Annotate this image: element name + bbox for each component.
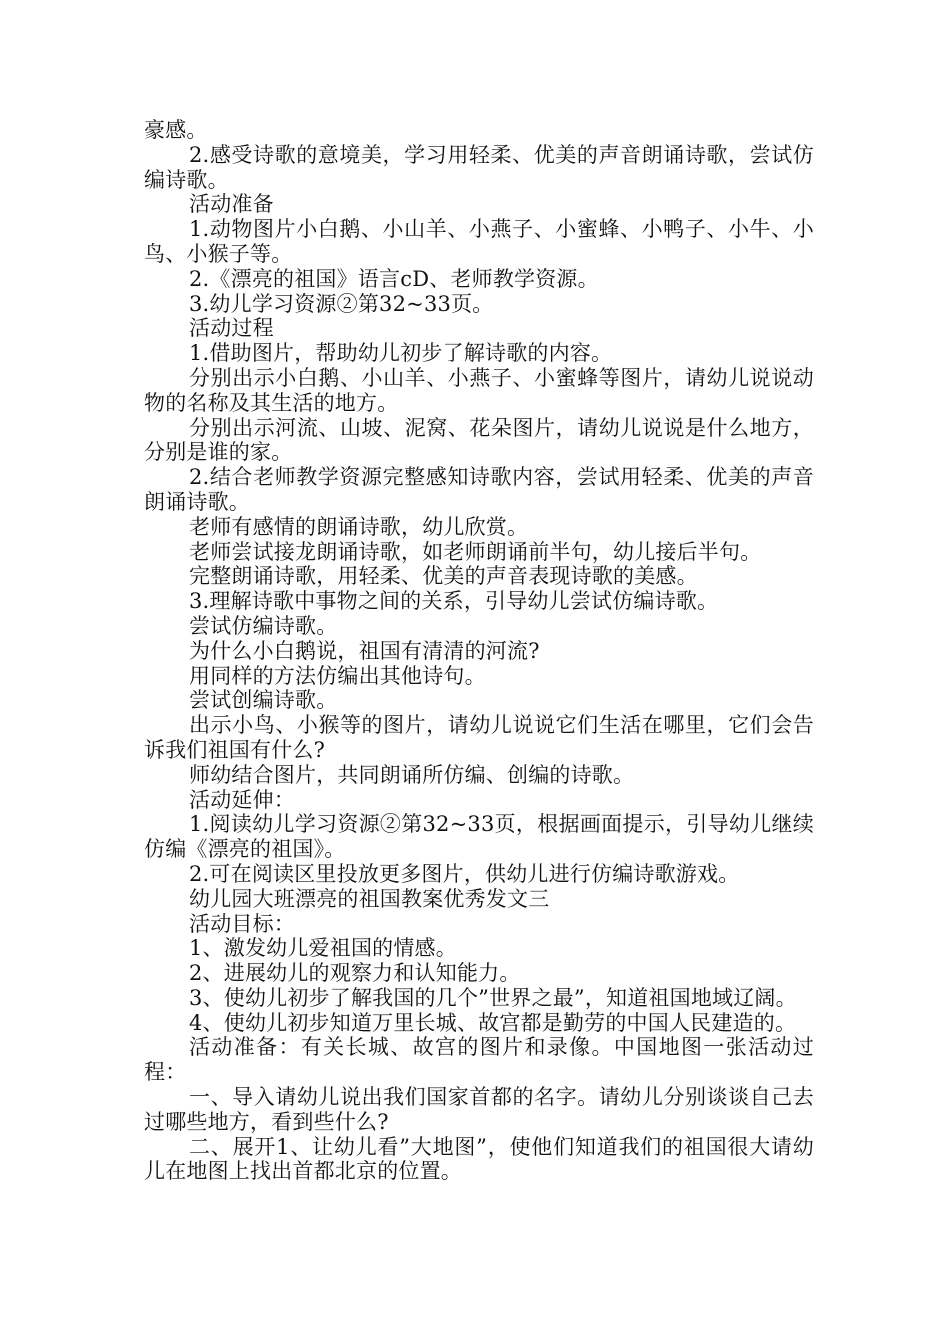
document-paragraph: 豪感。 [144, 118, 208, 142]
document-paragraph: 1.阅读幼儿学习资源②第32~33页，根据画面提示，引导幼儿继续仿编《漂亮的祖国》。 [144, 812, 814, 862]
document-paragraph: 1、激发幼儿爱祖国的情感。 [189, 936, 457, 961]
document-paragraph: 用同样的方法仿编出其他诗句。 [189, 663, 486, 688]
document-paragraph: 出示小鸟、小猴等的图片，请幼儿说说它们生活在哪里，它们会告诉我们祖国有什么? [144, 713, 814, 762]
document-paragraph: 3.理解诗歌中事物之间的关系，引导幼儿尝试仿编诗歌。 [189, 589, 719, 614]
document-paragraph: 2.结合老师教学资源完整感知诗歌内容，尝试用轻柔、优美的声音朗诵诗歌。 [144, 465, 814, 514]
document-body [144, 118, 814, 1184]
document-paragraph: 分别出示河流、山坡、泥窝、花朵图片，请幼儿说说是什么地方，分别是谁的家。 [144, 415, 814, 465]
document-paragraph: 活动准备：有关长城、故宫的图片和录像。中国地图一张活动过程： [144, 1035, 814, 1085]
document-paragraph: 二、展开1、让幼儿看”大地图”，使他们知道我们的祖国很大请幼儿在地图上找出首都北京的位置。 [144, 1134, 814, 1184]
document-paragraph: 2.感受诗歌的意境美，学习用轻柔、优美的声音朗诵诗歌，尝试仿编诗歌。 [144, 142, 814, 192]
document-paragraph: 活动目标： [189, 911, 295, 936]
document-paragraph: 为什么小白鹅说，祖国有清清的河流? [189, 638, 540, 663]
document-paragraph: 师幼结合图片，共同朗诵所仿编、创编的诗歌。 [189, 762, 635, 787]
document-paragraph: 活动准备 [189, 192, 274, 217]
document-paragraph: 2.《漂亮的祖国》语言cD、老师教学资源。 [189, 266, 599, 291]
document-paragraph: 2.可在阅读区里投放更多图片，供幼儿进行仿编诗歌游戏。 [189, 861, 740, 886]
document-paragraph: 老师有感情的朗诵诗歌，幼儿欣赏。 [189, 514, 529, 539]
document-paragraph: 老师尝试接龙朗诵诗歌，如老师朗诵前半句，幼儿接后半句。 [189, 539, 762, 564]
document-paragraph: 幼儿园大班漂亮的祖国教案优秀发文三 [189, 886, 550, 911]
document-paragraph: 1.借助图片，帮助幼儿初步了解诗歌的内容。 [189, 341, 613, 366]
document-paragraph: 尝试仿编诗歌。 [189, 613, 338, 638]
document-paragraph: 活动过程 [189, 316, 274, 341]
document-paragraph: 一、导入请幼儿说出我们国家首都的名字。请幼儿分别谈谈自己去过哪些地方，看到些什么? [144, 1085, 814, 1134]
document-paragraph: 完整朗诵诗歌，用轻柔、优美的声音表现诗歌的美感。 [189, 564, 698, 589]
document-paragraph: 1.动物图片小白鹅、小山羊、小燕子、小蜜蜂、小鸭子、小牛、小鸟、小猴子等。 [144, 217, 814, 266]
document-paragraph: 3、使幼儿初步了解我国的几个”世界之最”，知道祖国地域辽阔。 [189, 985, 797, 1010]
document-paragraph: 尝试创编诗歌。 [189, 688, 338, 713]
document-paragraph: 4、使幼儿初步知道万里长城、故宫都是勤劳的中国人民建造的。 [189, 1010, 797, 1035]
document-paragraph: 分别出示小白鹅、小山羊、小燕子、小蜜蜂等图片，请幼儿说说动物的名称及其生活的地方。 [144, 365, 814, 415]
document-paragraph: 2、进展幼儿的观察力和认知能力。 [189, 961, 521, 986]
document-paragraph: 3.幼儿学习资源②第32~33页。 [189, 291, 494, 316]
document-paragraph: 活动延伸： [189, 787, 295, 812]
